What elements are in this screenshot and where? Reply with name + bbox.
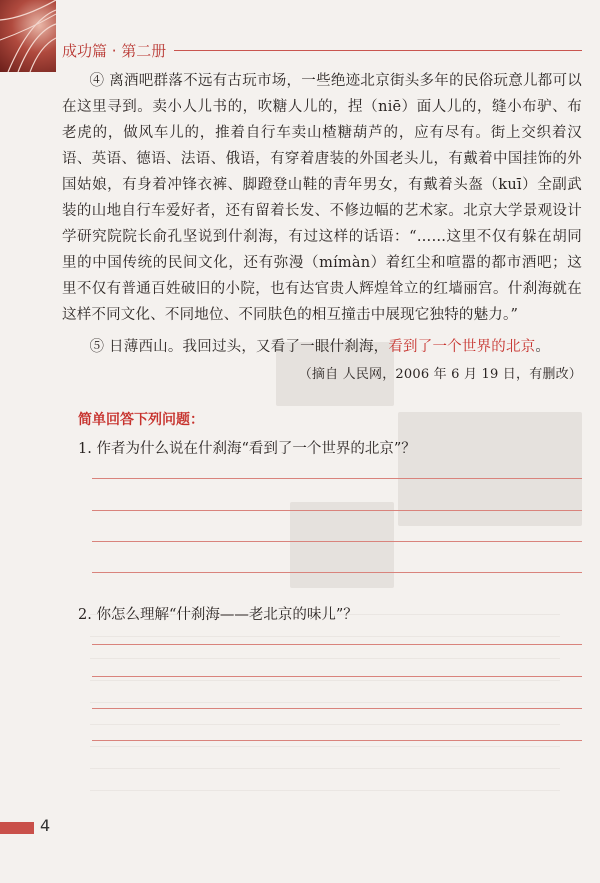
article-body — [62, 68, 582, 388]
decorative-corner-art-icon — [0, 0, 56, 72]
answer-line[interactable] — [92, 708, 582, 709]
paragraph-5 — [62, 334, 582, 360]
page-header — [62, 38, 582, 62]
show-through-photo — [398, 412, 582, 526]
answer-line[interactable] — [92, 740, 582, 741]
article-source: （摘自 人民网，2006 年 6 月 19 日，有删改） — [298, 367, 582, 382]
paragraph-4: ④ 离酒吧群落不远有古玩市场，一些绝迹北京街头多年的民俗玩意儿都可以在这里寻到。卖小人儿书的，吹糖人儿的，捏（niē）面人儿的，缝小布驴、布老虎的，做风车儿的，推着自行车卖山楂糖葫芦的，应有尽有。街上交织着汉语、英语、德语、法语、俄语，有穿着唐装的外国老头儿，有戴着中国挂饰的外国姑娘，有身着冲锋衣裤、脚蹬登山鞋的青年男女，有戴着头盔（kuī）全副武装的山地自行车爱好者，还有留着长发、不修边幅的艺术家。北京大学景观设计学研究院院长俞孔坚说到什刹海，有过这样的话语：“……这里不仅有躲在胡同里的中国传统的民间文化，还有弥漫（mímàn）着红尘和喧嚣的都市酒吧；这里不仅有普通百姓破旧的小院，也有达官贵人辉煌耸立的红墙丽宫。什刹海就在这样不同文化、不同地位、不同肤色的相互撞击中展现它独特的魅力。” — [62, 73, 582, 323]
answer-line[interactable] — [92, 510, 582, 511]
answer-line[interactable] — [92, 541, 582, 542]
answer-line[interactable] — [92, 572, 582, 573]
question-2: 2. 你怎么理解“什刹海——老北京的味儿”？ — [78, 607, 358, 623]
paragraph-5-highlight: 看到了一个世界的北京 — [388, 339, 536, 355]
paragraph-5-prefix: ⑤ 日薄西山。我回过头，又看了一眼什刹海， — [89, 339, 389, 355]
answer-line[interactable] — [92, 644, 582, 645]
paragraph-5-suffix: 。 — [535, 339, 551, 355]
page-number: 4 — [40, 816, 51, 835]
show-through-photo — [290, 502, 394, 588]
answer-line[interactable] — [92, 676, 582, 677]
show-through-text — [90, 600, 560, 810]
exercise-heading: 简单回答下列问题： — [78, 412, 204, 428]
answer-line[interactable] — [92, 478, 582, 479]
question-1: 1. 作者为什么说在什刹海“看到了一个世界的北京”？ — [78, 441, 416, 457]
footer-accent-bar — [0, 822, 34, 834]
book-section-title: 成功篇 · 第二册 — [62, 41, 167, 60]
header-divider — [174, 50, 582, 51]
